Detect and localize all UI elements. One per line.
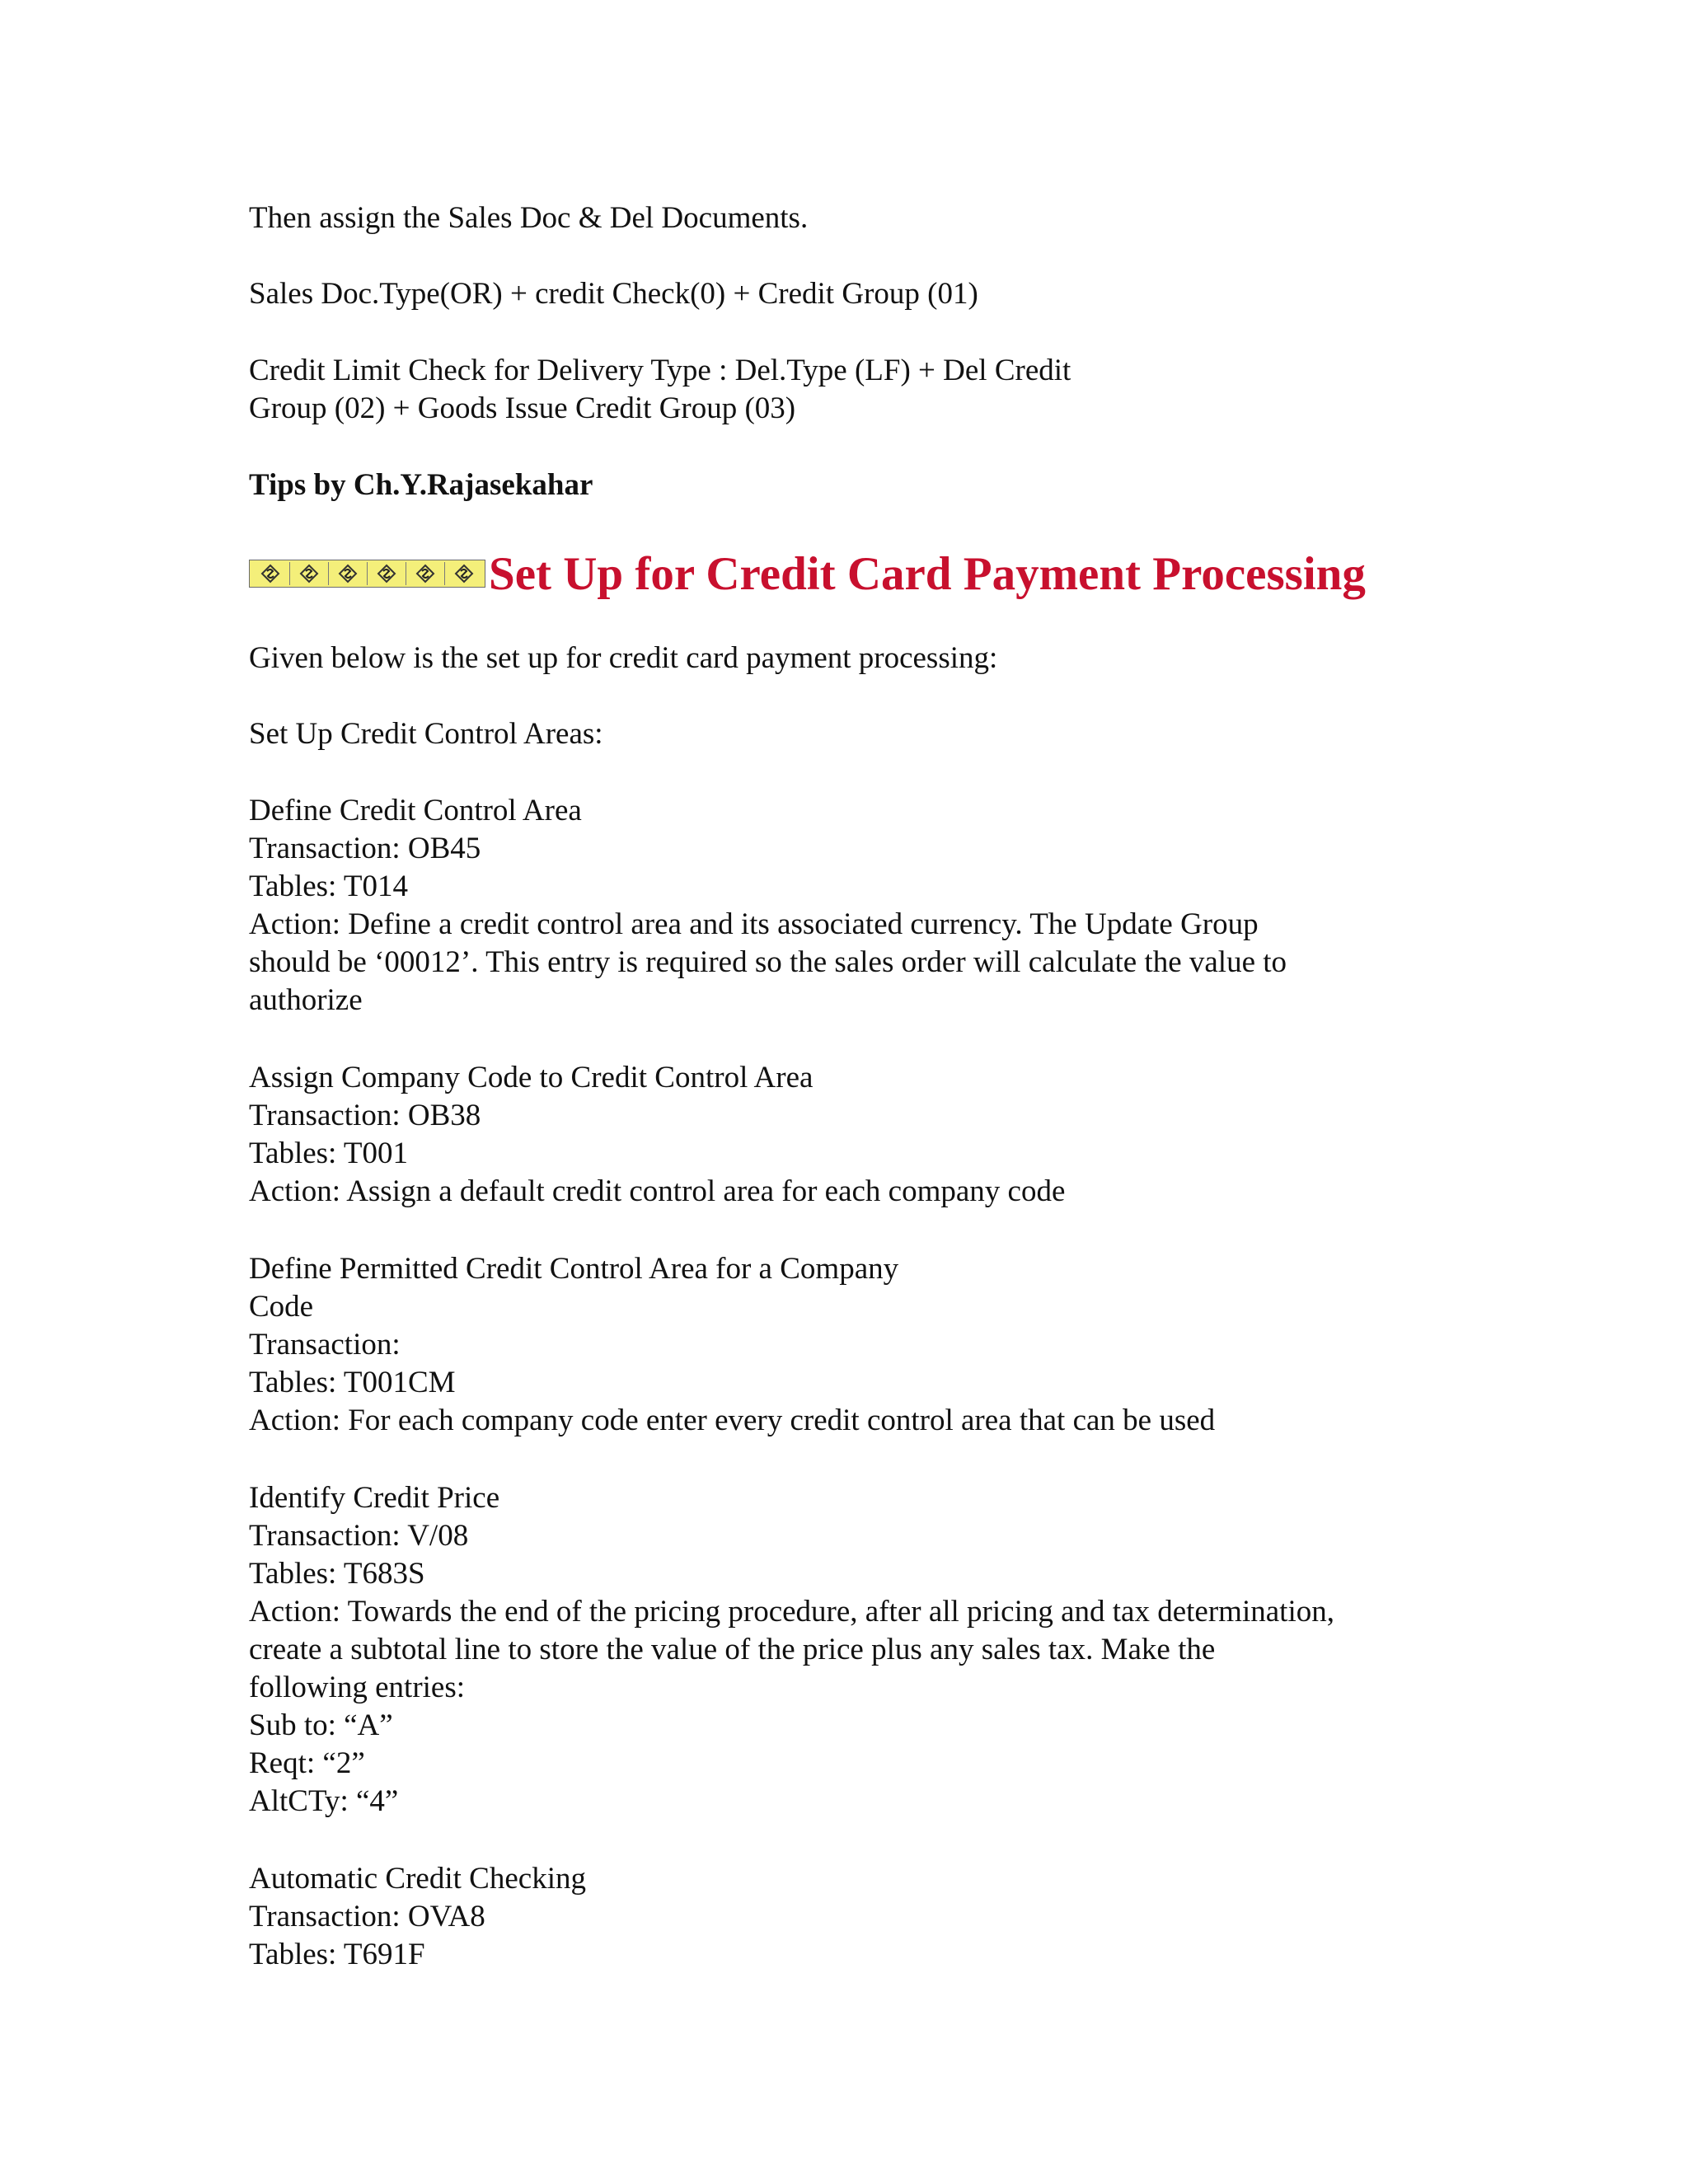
s4-transaction: Transaction: V/08 — [249, 1519, 469, 1553]
s4-tables: Tables: T683S — [249, 1557, 425, 1591]
diamond-pattern-icon — [368, 562, 406, 585]
intro-line-2: Sales Doc.Type(OR) + credit Check(0) + Credit Group (01) — [249, 277, 978, 311]
section-heading — [249, 544, 1366, 603]
s4-sub-to: Sub to: “A” — [249, 1708, 393, 1742]
tips-author: Tips by Ch.Y.Rajasekahar — [249, 468, 593, 502]
intro-line-3b: Group (02) + Goods Issue Credit Group (03) — [249, 391, 796, 425]
intro-line-1: Then assign the Sales Doc & Del Documents. — [249, 201, 809, 235]
s3-transaction: Transaction: — [249, 1328, 401, 1361]
given-below-text: Given below is the set up for credit card payment processing: — [249, 641, 998, 675]
diamond-pattern-icon — [290, 562, 329, 585]
diamond-pattern-icon — [251, 562, 290, 585]
s4-altcty: AltCTy: “4” — [249, 1784, 399, 1818]
s3-tables: Tables: T001CM — [249, 1366, 456, 1399]
s4-action-1: Action: Towards the end of the pricing procedure, after all pricing and tax determination, — [249, 1595, 1334, 1629]
s4-action-2: create a subtotal line to store the value of the price plus any sales tax. Make the — [249, 1633, 1216, 1666]
s1-tables: Tables: T014 — [249, 869, 409, 903]
s2-title: Assign Company Code to Credit Control Area — [249, 1061, 814, 1094]
setup-areas-text: Set Up Credit Control Areas: — [249, 717, 603, 751]
intro-line-3a: Credit Limit Check for Delivery Type : Del.Type (LF) + Del Credit — [249, 354, 1071, 387]
diamond-pattern-icon — [329, 562, 368, 585]
heading-title: Set Up for Credit Card Payment Processing — [489, 547, 1366, 600]
s2-action: Action: Assign a default credit control area for each company code — [249, 1174, 1066, 1208]
s1-action-3: authorize — [249, 983, 363, 1017]
icon-strip — [249, 560, 485, 588]
s1-title: Define Credit Control Area — [249, 794, 582, 827]
s3-title-1: Define Permitted Credit Control Area for a Company — [249, 1252, 899, 1286]
s3-title-2: Code — [249, 1290, 314, 1324]
s5-tables: Tables: T691F — [249, 1938, 425, 1971]
s3-action: Action: For each company code enter every credit control area that can be used — [249, 1404, 1216, 1437]
s1-transaction: Transaction: OB45 — [249, 832, 481, 865]
s1-action-1: Action: Define a credit control area and its associated currency. The Update Group — [249, 907, 1259, 941]
s5-title: Automatic Credit Checking — [249, 1862, 586, 1896]
s4-action-3: following entries: — [249, 1671, 466, 1704]
s2-transaction: Transaction: OB38 — [249, 1099, 481, 1132]
s4-reqt: Reqt: “2” — [249, 1746, 365, 1780]
s1-action-2: should be ‘00012’. This entry is required so the sales order will calculate the value to — [249, 945, 1287, 979]
diamond-pattern-icon — [445, 562, 483, 585]
s5-transaction: Transaction: OVA8 — [249, 1900, 485, 1933]
s2-tables: Tables: T001 — [249, 1137, 409, 1170]
diamond-pattern-icon — [406, 562, 445, 585]
s4-title: Identify Credit Price — [249, 1481, 500, 1515]
